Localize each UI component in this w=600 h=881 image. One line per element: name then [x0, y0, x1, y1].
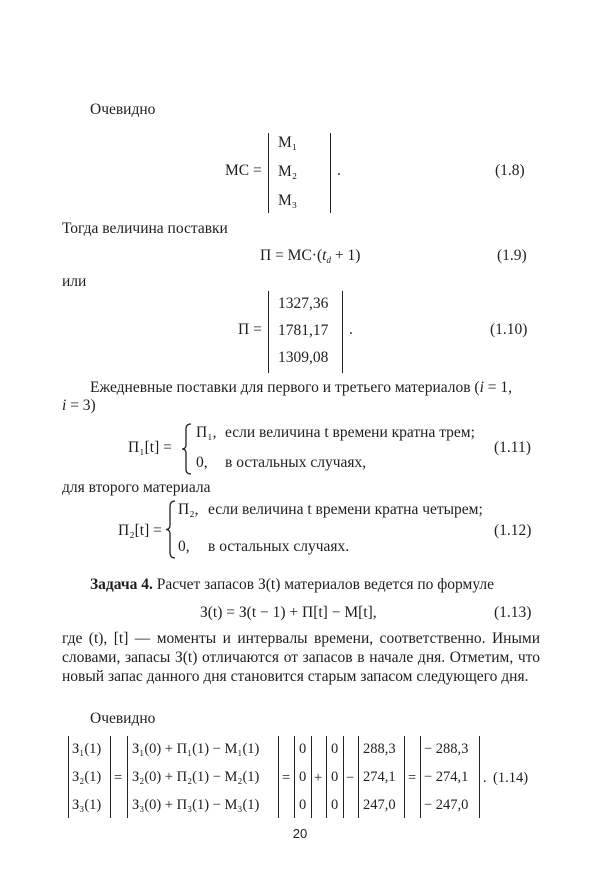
- matrix-cell: З₂(1): [72, 769, 102, 785]
- page-number: 20: [292, 826, 308, 841]
- formula-var: t: [322, 247, 327, 264]
- matrix-cell: З₂(0) + П₂(1) − M₂(1): [132, 769, 260, 785]
- matrix-cell: 1327,36: [278, 295, 329, 312]
- equation-dot: .: [483, 770, 487, 786]
- matrix-cell: З₁(1): [72, 741, 102, 757]
- formula-var: i: [479, 379, 484, 396]
- matrix-cell: 1309,08: [278, 349, 329, 366]
- operator: +: [314, 770, 323, 786]
- matrix-cell: M₃: [278, 192, 298, 209]
- case-text: в остальных случаях,: [225, 454, 367, 471]
- paragraph-daily-supply: [90, 379, 512, 397]
- matrix-bar: [342, 291, 343, 373]
- paragraph-task-4: [90, 576, 494, 594]
- matrix-cell: − 288,3: [424, 741, 469, 757]
- matrix-cell: З₃(1): [72, 797, 102, 813]
- text-part: = 1,: [483, 379, 513, 396]
- equation-lhs: П₁[t] =: [128, 439, 172, 456]
- equation-number: (1.8): [495, 162, 525, 179]
- formula-part: П = MC·(: [260, 247, 323, 264]
- equation-number: (1.13): [494, 604, 532, 621]
- paragraph-where: где (t), [t] — моменты и интервалы времени, соответственно. Иными словами, запасы З(t) отличаются от запасов в начале дня. Отметим, что новый запас данного дня становится старым запасом следующего дня.: [62, 630, 540, 685]
- matrix-bar: [404, 736, 405, 818]
- paragraph-obviously-2: Очевидно: [90, 710, 156, 727]
- operator: =: [114, 770, 123, 786]
- paragraph-obviously: Очевидно: [90, 101, 156, 118]
- formula-var: i: [62, 397, 67, 414]
- operator: =: [408, 770, 417, 786]
- text-part: Ежедневные поставки для первого и третьего материалов (: [90, 379, 480, 396]
- equation-dot: .: [349, 321, 353, 338]
- matrix-bar: [358, 736, 359, 818]
- equation-number: (1.14): [493, 770, 529, 786]
- matrix-cell: 0: [299, 797, 307, 813]
- matrix-cell: 288,3: [363, 741, 396, 757]
- equation-number: (1.9): [497, 247, 527, 264]
- paragraph-for-second: для второго материала: [62, 479, 211, 496]
- matrix-bar: [68, 736, 69, 818]
- equation-lhs: П =: [238, 321, 262, 338]
- case-symbol: 0,: [178, 538, 190, 555]
- matrix-bar: [127, 736, 128, 818]
- matrix-bar: [326, 736, 327, 818]
- task-label: Задача 4.: [90, 576, 153, 593]
- case-text: если величина t времени кратна трем;: [225, 424, 475, 441]
- matrix-bar: [311, 736, 312, 818]
- matrix-cell: 0: [331, 769, 339, 785]
- equation-number: (1.12): [494, 522, 532, 539]
- formula-part: + 1): [330, 247, 361, 264]
- case-text: в остальных случаях.: [208, 538, 350, 555]
- case-symbol: П₁,: [196, 424, 217, 441]
- case-symbol: П₂,: [178, 501, 199, 518]
- matrix-cell: M₂: [278, 163, 298, 180]
- matrix-bar: [268, 291, 269, 373]
- matrix-bar: [330, 133, 331, 213]
- equation-number: (1.10): [490, 321, 528, 338]
- matrix-bar: [479, 736, 480, 818]
- matrix-cell: 274,1: [363, 769, 396, 785]
- matrix-bar: [278, 736, 279, 818]
- matrix-cell: 0: [299, 741, 307, 757]
- operator: −: [346, 770, 355, 786]
- matrix-bar: [268, 133, 269, 213]
- equation-dot: .: [337, 162, 341, 179]
- matrix-cell: 247,0: [363, 797, 396, 813]
- equation-lhs: П₂[t] =: [118, 522, 162, 539]
- paragraph-then-supply: Тогда величина поставки: [62, 220, 228, 237]
- equation-lhs: MC =: [225, 162, 262, 179]
- left-brace-icon: [166, 501, 176, 558]
- case-text: если величина t времени кратна четырем;: [208, 501, 483, 518]
- matrix-cell: 0: [331, 797, 339, 813]
- formula-subscript: d: [326, 255, 331, 265]
- matrix-cell: − 247,0: [424, 797, 469, 813]
- matrix-bar: [110, 736, 111, 818]
- equation-formula: [260, 247, 360, 269]
- matrix-bar: [343, 736, 344, 818]
- matrix-cell: З₁(0) + П₁(1) − M₁(1): [132, 741, 260, 757]
- equation-number: (1.11): [494, 439, 531, 456]
- matrix-cell: 0: [331, 741, 339, 757]
- matrix-cell: 1781,17: [278, 322, 329, 339]
- matrix-cell: 0: [299, 769, 307, 785]
- case-symbol: 0,: [196, 454, 208, 471]
- matrix-cell: − 274,1: [424, 769, 469, 785]
- matrix-bar: [294, 736, 295, 818]
- matrix-cell: З₃(0) + П₃(1) − M₃(1): [132, 797, 260, 813]
- equation-formula: З(t) = З(t − 1) + П[t] − M[t],: [200, 604, 377, 621]
- paragraph-or: или: [62, 273, 87, 290]
- matrix-bar: [420, 736, 421, 818]
- matrix-cell: M₁: [278, 134, 298, 151]
- operator: =: [282, 770, 291, 786]
- text-part: = 3): [66, 397, 96, 414]
- task-text: Расчет запасов З(t) материалов ведется по формуле: [152, 576, 495, 593]
- paragraph-daily-supply-cont: [62, 397, 96, 415]
- left-brace-icon: [182, 424, 192, 474]
